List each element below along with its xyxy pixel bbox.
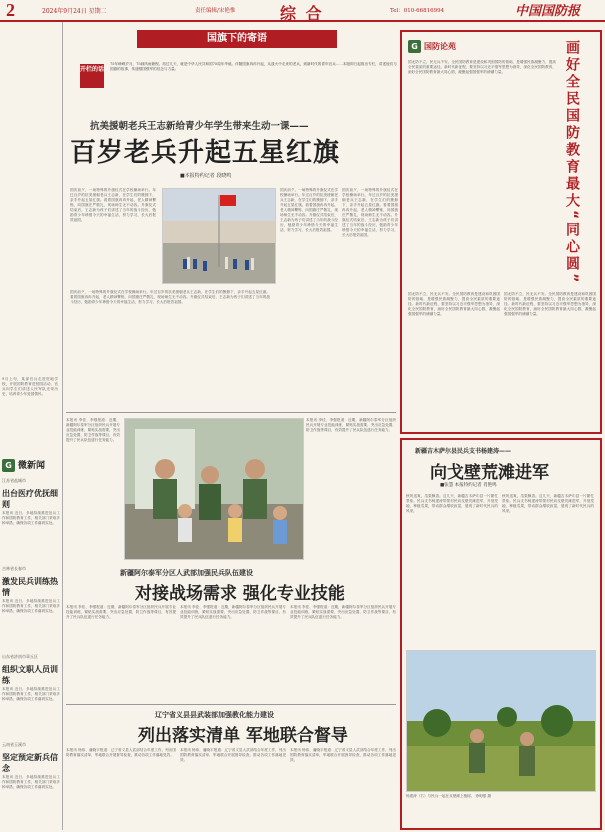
page-number: 2 — [6, 0, 15, 20]
column-banner: 国旗下的寄语 — [137, 30, 337, 48]
article-headline: 百岁老兵升起五星红旗 — [70, 138, 341, 168]
article2-body-right: 本报讯 李佳、李强报道：近期，新疆阿尔泰军分区组织民兵开展专业技能训练，紧贴实战需要，突出应急处置、防卫作战等课目，有效提升了民兵队伍遂行任务能力。 — [306, 418, 396, 432]
article3-body-col2: 本报讯 杨伟、潘晓宇报道：辽宁省义县人武部结合年度工作，列出国防教育落实清单，军地联合开展督导检查，推动各项工作落地见效。 — [180, 748, 286, 762]
news-column-icon: G — [2, 459, 15, 472]
list-item — [2, 566, 60, 654]
feature-caption: 杨建涛（右）与民兵一起在戈壁滩上植树。 徐明强 摄 — [406, 794, 491, 798]
article2-body-col2: 本报讯 李佳、李强报道：近期，新疆阿尔泰军分区组织民兵开展专业技能训练，紧贴实战需要，突出应急处置、防卫作战等课目，有效提升了民兵队伍遂行任务能力。 — [180, 605, 286, 619]
article2-body-col1: 本报讯 李佳、李强报道：近期，新疆阿尔泰军分区组织民兵开展专业技能训练，紧贴实战需要，突出应急处置、防卫作战等课目，有效提升了民兵队伍遂行任务能力。 — [66, 605, 176, 619]
editor-tag: 开栏的话 — [80, 64, 104, 88]
soldiers-children-image — [125, 419, 303, 559]
list-item — [2, 478, 60, 566]
article2-body-col3: 本报讯 李佳、李强报道：近期，新疆阿尔泰军分区组织民兵开展专业技能训练，紧贴实战需要，突出应急处置、防卫作战等课目，有效提升了民兵队伍遂行任务能力。 — [290, 605, 396, 619]
newspaper-logo: 中国国防报 — [515, 4, 581, 19]
editor-note: 75年峥嵘岁月，75载风雨兼程。再过几天，就是中华人民共和国75周年华诞。伴随国旗冉冉升起，从战火中走来的老兵，到新时代的青年官兵……本版即日起推出专栏，讲述他们与国旗的故事，传递强国强军的信念与力量。 — [110, 62, 397, 71]
micro-news-heading — [2, 458, 60, 474]
item-body: 本报讯 近日，多地持续推进征兵工作和国防教育工作，相关部门采取多种举措，确保各项工作落到实处。 — [2, 511, 60, 525]
flag-raising-photo — [162, 188, 276, 284]
feature-photo — [406, 650, 596, 792]
commentary-body-left: 国无防不立，民无兵不安。全民国防教育是建设和巩固国防的基础，是增强民族凝聚力、提高全民素质的重要途径。新时代新征程，要坚持以习近平强军思想为指导，深化全民国防教育，画好全民国防教育最大同心圆，凝聚起强国强军的磅礴力量。 — [408, 292, 500, 316]
item-place: 山东省济南市章丘区 — [2, 654, 38, 659]
list-item — [2, 654, 60, 742]
item-title: 坚定预定新兵信念 — [2, 753, 58, 773]
feature-byline: ■张慧 本报特约记者 肖艳鸣 — [440, 483, 497, 488]
sidebar-intro: 9月上旬，某部官兵走进驻地学校，开展国防教育进校园活动，官兵向学生们讲述人民军队光荣历史，培养青少年爱国情怀。 — [2, 377, 58, 396]
article-body-lower: 国庆前夕，一场特殊的升旗仪式在学校操场举行。年过百岁的抗美援朝老兵王志新，在学生们的簇拥下，亲手升起五星红旗。看着国旗冉冉升起，老人精神矍铄，向国旗庄严敬礼，现场师生无不动容。升旗仪式结束后，王志新为孩子们讲述了当年的战斗经历，勉励青少年珍惜今天的幸福生活，努力学习，长大后报效祖国。 — [70, 290, 270, 304]
section-title: 综 合 — [280, 4, 324, 23]
list-item — [2, 742, 60, 832]
article-body-col3: 国庆前夕，一场特殊的升旗仪式在学校操场举行。年过百岁的抗美援朝老兵王志新，在学生们的簇拥下，亲手升起五星红旗。看着国旗冉冉升起，老人精神矍铄，向国旗庄严敬礼，现场师生无不动容。升旗仪式结束后，王志新为孩子们讲述了当年的战斗经历，勉励青少年珍惜今天的幸福生活，努力学习，长大后报效祖国。 — [280, 188, 338, 232]
article-body-col4: 国庆前夕，一场特殊的升旗仪式在学校操场举行。年过百岁的抗美援朝老兵王志新，在学生们的簇拥下，亲手升起五星红旗。看着国旗冉冉升起，老人精神矍铄，向国旗庄严敬礼，现场师生无不动容。升旗仪式结束后，王志新为孩子们讲述了当年的战斗经历，勉励青少年珍惜今天的幸福生活，努力学习，长大后报效祖国。 — [342, 188, 398, 237]
article3-kicker: 辽宁省义县县武装部加强教化能力建设 — [155, 711, 274, 719]
commentary-title: 画好全民国防教育最大“同心圆” — [564, 40, 580, 286]
micro-news-list — [2, 478, 60, 832]
item-body: 本报讯 近日，多地持续推进征兵工作和国防教育工作，相关部门采取多种举措，确保各项工作落到实处。 — [2, 687, 60, 701]
feature-kicker: 新疆吉木萨尔县民兵支书杨建涛—— — [415, 448, 512, 455]
commentary-column: 国防论苑 — [424, 42, 456, 51]
article-byline: ■本报特约记者 段晓鸣 — [180, 173, 232, 179]
article-kicker: 抗美援朝老兵王志新给青少年学生带来生动一课—— — [90, 121, 309, 132]
article3-body-col1: 本报讯 杨伟、潘晓宇报道：辽宁省义县人武部结合年度工作，列出国防教育落实清单，军地联合开展督导检查，推动各项工作落地见效。 — [66, 748, 176, 757]
flag-raising-image — [163, 189, 275, 283]
article-body-col1: 国庆前夕，一场特殊的升旗仪式在学校操场举行。年过百岁的抗美援朝老兵王志新，在学生们的簇拥下，亲手升起五星红旗。看着国旗冉冉升起，老人精神矍铄，向国旗庄严敬礼，现场师生无不动容。升旗仪式结束后，王志新为孩子们讲述了当年的战斗经历，勉励青少年珍惜今天的幸福生活，努力学习，长大后报效祖国。 — [70, 188, 156, 222]
commentary-body-top: 国无防不立，民无兵不安。全民国防教育是建设和巩固国防的基础，是增强民族凝聚力、提高全民素质的重要途径。新时代新征程，要坚持以习近平强军思想为指导，深化全民国防教育，画好全民国防教育最大同心圆，凝聚起强国强军的磅礴力量。 — [408, 60, 556, 74]
section-divider — [66, 704, 396, 705]
micro-news-title: 微新闻 — [18, 461, 46, 471]
article2-body-left: 本报讯 李佳、李强报道：近期，新疆阿尔泰军分区组织民兵开展专业技能训练，紧贴实战需要，突出应急处置、防卫作战等课目，有效提升了民兵队伍遂行任务能力。 — [66, 418, 120, 442]
issue-date: 2024年9月24日 星期二 — [42, 8, 107, 15]
page-header — [0, 0, 605, 22]
feature-body-col1: 秋风送爽，瓜果飘香。这几天，新疆吉木萨尔县一片繁忙景象。民兵支书杨建涛带领村民向戈壁荒滩进军，开垦荒地、种植瓜果，带动群众增收致富，展现了新时代民兵的风采。 — [406, 494, 498, 513]
commentary-body-right: 国无防不立，民无兵不安。全民国防教育是建设和巩固国防的基础，是增强民族凝聚力、提高全民素质的重要途径。新时代新征程，要坚持以习近平强军思想为指导，深化全民国防教育，画好全民国防教育最大同心圆，凝聚起强国强军的磅礴力量。 — [504, 292, 596, 316]
item-place: 江苏省盐城市 — [2, 478, 26, 483]
section-divider — [66, 412, 396, 413]
article2-headline: 对接战场需求 强化专业技能 — [135, 584, 345, 604]
article3-body-col3: 本报讯 杨伟、潘晓宇报道：辽宁省义县人武部结合年度工作，列出国防教育落实清单，军地联合开展督导检查，推动各项工作落地见效。 — [290, 748, 396, 762]
item-body: 本报讯 近日，多地持续推进征兵工作和国防教育工作，相关部门采取多种举措，确保各项工作落到实处。 — [2, 775, 60, 789]
feature-headline: 向戈壁荒滩进军 — [430, 463, 549, 483]
item-title: 出台医疗优抚细则 — [2, 489, 58, 509]
item-title: 组织文职人员训练 — [2, 665, 58, 685]
commentary-icon: G — [408, 40, 421, 53]
item-place: 吉林省长春市 — [2, 566, 26, 571]
soldiers-children-photo — [124, 418, 304, 560]
tree-planting-image — [407, 651, 595, 791]
article2-kicker: 新疆阿尔泰军分区人武部加强民兵队伍建设 — [120, 569, 253, 577]
editor-credit: 责任编辑/宋艳惟 — [195, 8, 236, 14]
commentary-column-heading — [408, 40, 456, 53]
article3-headline: 列出落实清单 军地联合督导 — [138, 726, 348, 746]
item-title: 激发民兵训练热情 — [2, 577, 58, 597]
contact-tel: Tel：010-66816994 — [390, 8, 445, 14]
item-body: 本报讯 近日，多地持续推进征兵工作和国防教育工作，相关部门采取多种举措，确保各项工作落到实处。 — [2, 599, 60, 613]
column-divider — [62, 22, 63, 830]
item-place: 云南省玉溪市 — [2, 742, 26, 747]
left-column — [0, 22, 60, 832]
feature-body-col2: 秋风送爽，瓜果飘香。这几天，新疆吉木萨尔县一片繁忙景象。民兵支书杨建涛带领村民向戈壁荒滩进军，开垦荒地、种植瓜果，带动群众增收致富，展现了新时代民兵的风采。 — [502, 494, 594, 513]
